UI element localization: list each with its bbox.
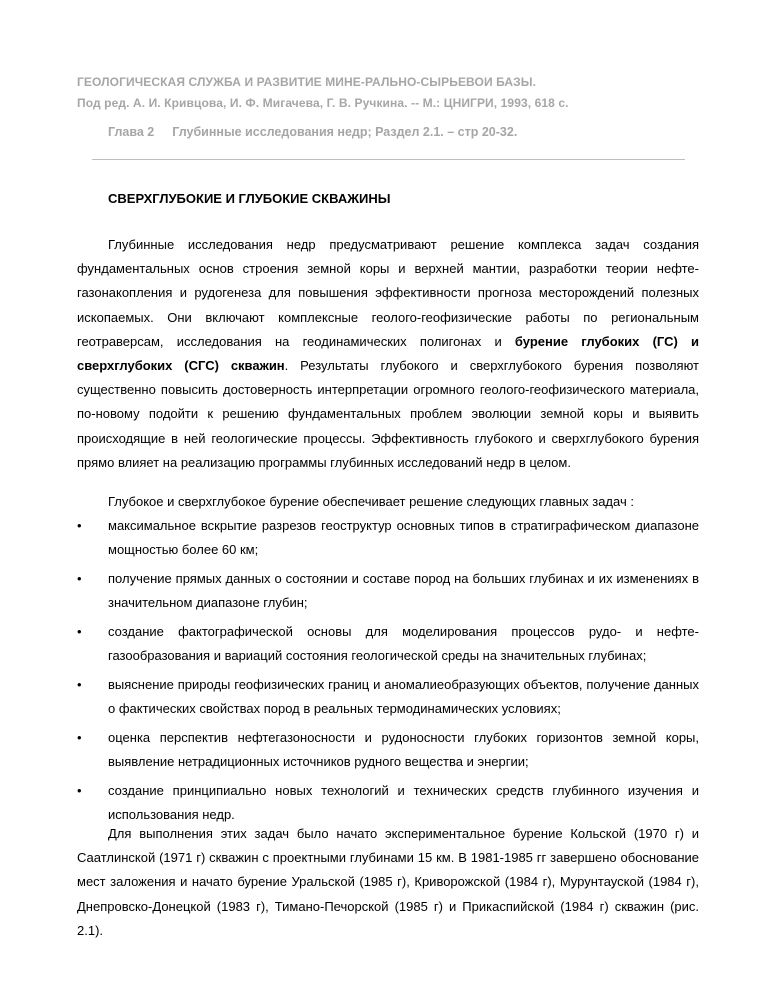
list-item-text: оценка перспектив нефтегазоносности и рудоносности глубоких горизонтов земной коры, выявление нетрадиционных источников рудного вещества и энергии;: [108, 729, 699, 769]
chapter-label: Глава 2: [108, 125, 155, 139]
list-item: [77, 620, 699, 668]
list-item-text: выяснение природы геофизических границ и аномалиеобразующих объектов, получение данных о фактических свойствах пород в реальных термодинамических условиях;: [108, 676, 699, 716]
bullet-icon: •: [77, 570, 82, 586]
bullet-icon: •: [77, 729, 82, 745]
header-divider: [92, 159, 685, 160]
paragraph-tasks-lead: Глубокое и сверхглубокое бурение обеспечивает решение следующих главных задач :: [108, 494, 634, 509]
list-item: [77, 726, 699, 774]
bullet-icon: •: [77, 676, 82, 692]
source-editors: Под ред. А. И. Кривцова, И. Ф. Мигачева, Г. В. Ручкина. -- М.: ЦНИГРИ, 1993, 618 с.: [77, 96, 569, 110]
intro-bold-phrase: бурение глубоких (ГС) и сверхглубоких (СГС) скважин: [77, 333, 700, 374]
list-item-text: создание фактографической основы для моделирования процессов рудо- и нефте-газообразования и вариаций состояния геологической среды на значительных глубинах;: [108, 623, 699, 664]
list-item: [77, 779, 699, 827]
bullet-icon: •: [77, 782, 82, 798]
list-item-text: получение прямых данных о состоянии и составе пород на больших глубинах и их изменениях в значительном диапазоне глубин;: [108, 570, 699, 611]
paragraph-intro: [77, 233, 699, 475]
chapter-text: Глубинные исследования недр; Раздел 2.1. – стр 20-32.: [172, 125, 518, 139]
chapter-heading: [108, 125, 517, 139]
list-item-text: максимальное вскрытие разрезов геоструктур основных типов в стратиграфическом диапазоне мощностью более 60 км;: [108, 518, 699, 558]
list-item-text: создание принципиально новых технологий и технических средств глубинного изучения и использования недр.: [108, 782, 699, 822]
task-list: [77, 514, 699, 831]
bullet-icon: •: [77, 623, 82, 639]
source-title: ГЕОЛОГИЧЕСКАЯ СЛУЖБА И РАЗВИТИЕ МИНЕ-РАЛЬНО-СЫРЬЕВОИ БАЗЫ.: [77, 75, 537, 89]
list-item: [77, 673, 699, 721]
section-title: СВЕРХГЛУБОКИЕ И ГЛУБОКИЕ СКВАЖИНЫ: [108, 191, 391, 206]
paragraph-drilling-history: Для выполнения этих задач было начато экспериментальное бурение Кольской (1970 г) и Саатлинской (1971 г) скважин с проектными глубинами 15 км. В 1981-1985 гг завершено обоснование мест заложения и начато бурение Уральской (1985 г), Криворожской (1984 г), Мурунтауской (1984 г), Днепровско-Донецкой (1983 г), Тимано-Печорской (1985 г) и Прикаспийской (1984 г) скважин (рис. 2.1).: [77, 826, 699, 938]
bullet-icon: •: [77, 518, 82, 533]
intro-text-start: Глубинные исследования недр предусматривают решение комплекса задач создания фундаментальных основ строения земной коры и верхней мантии, разработки теории нефте-газонакопления и рудогенеза для повышения эффективности прогноза месторождений полезных ископаемых. Они включают комплексные геолого-геофизические работы по региональным геотраверсам, исследования на геодинамических полигонах и: [77, 237, 699, 349]
list-item: [77, 567, 699, 615]
list-item: [77, 514, 699, 562]
intro-text-end: . Результаты глубокого и сверхглубокого бурения позволяют существенно повысить достоверность интерпретации огромного геолого-геофизического материала, по-новому подойти к решению фундаментальных проблем эволюции земной коры и выявить происходящие в ней геологические процессы. Эффективность глубокого и сверхглубокого бурения прямо влияет на реализацию программы глубинных исследований недр в целом.: [77, 358, 699, 470]
